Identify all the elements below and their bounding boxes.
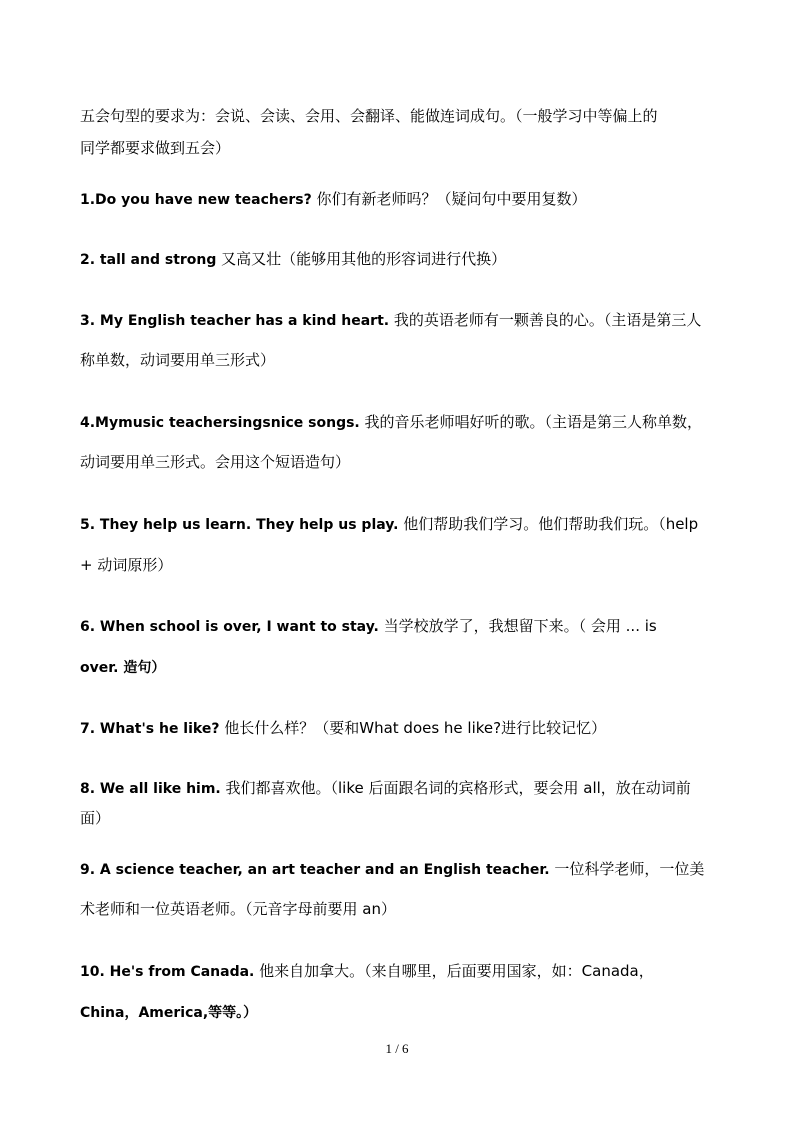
- page-number: 1 / 6: [385, 1041, 409, 1056]
- sentence-item-5: [80, 514, 740, 535]
- sentence-item-1: [80, 189, 740, 210]
- chinese-note-continued: + 动词原形）: [80, 556, 173, 574]
- english-sentence: 1.Do you have new teachers?: [80, 192, 312, 208]
- english-sentence: 4.Mymusic teachersingsnice songs.: [80, 415, 360, 431]
- chinese-note-continued: over. 造句）: [80, 660, 166, 676]
- chinese-note: 又高又壮（能够用其他的形容词进行代换）: [216, 250, 507, 268]
- chinese-note: 我的英语老师有一颗善良的心。（主语是第三人: [389, 311, 702, 329]
- intro-text-2: 同学都要求做到五会）: [80, 139, 231, 157]
- intro-line-1: [80, 106, 740, 126]
- english-sentence: 9. A science teacher, an art teacher and an English teacher.: [80, 862, 550, 878]
- chinese-note: 当学校放学了，我想留下来。（ 会用 ... is: [378, 617, 657, 635]
- sentence-item-3: [80, 310, 740, 331]
- chinese-note: 我的音乐老师唱好听的歌。（主语是第三人称单数，: [359, 413, 703, 431]
- english-sentence: 8. We all like him.: [80, 781, 221, 797]
- sentence-item-6: [80, 616, 740, 637]
- sentence-item-10: [80, 961, 740, 982]
- chinese-note: 你们有新老师吗？（疑问句中要用复数）: [311, 190, 587, 208]
- english-sentence: 3. My English teacher has a kind heart.: [80, 313, 390, 329]
- english-sentence: 5. They help us learn. They help us play.: [80, 517, 399, 533]
- chinese-note-continued: 面）: [80, 809, 111, 827]
- chinese-note-continued: 称单数，动词要用单三形式）: [80, 351, 276, 369]
- sentence-item-7: [80, 718, 740, 739]
- intro-line-2: [80, 138, 740, 158]
- sentence-item-5-continued: [80, 555, 740, 575]
- chinese-note: 他来自加拿大。（来自哪里，后面要用国家，如：Canada，: [254, 962, 654, 980]
- sentence-item-9: [80, 859, 740, 880]
- chinese-note: 他们帮助我们学习。他们帮助我们玩。（help: [398, 515, 699, 533]
- chinese-note-continued: China，America,等等。）: [80, 1005, 258, 1021]
- sentence-item-2: [80, 249, 740, 270]
- chinese-note: 我们都喜欢他。（like 后面跟名词的宾格形式，要会用 all，放在动词前: [220, 779, 691, 797]
- english-sentence: 7. What's he like?: [80, 721, 220, 737]
- sentence-item-3-continued: [80, 350, 740, 370]
- sentence-item-6-continued: [80, 657, 740, 678]
- sentence-item-9-continued: [80, 899, 740, 919]
- sentence-item-8-continued: [80, 808, 740, 828]
- sentence-item-10-continued: [80, 1002, 740, 1023]
- chinese-note: 一位科学老师，一位美: [549, 860, 705, 878]
- intro-text-1: 五会句型的要求为：会说、会读、会用、会翻译、能做连词成句。（一般学习中等偏上的: [80, 107, 658, 125]
- english-sentence: 10. He's from Canada.: [80, 964, 255, 980]
- sentence-item-4: [80, 412, 740, 433]
- chinese-note-continued: 动词要用单三形式。会用这个短语造句）: [80, 453, 351, 471]
- sentence-item-8: [80, 778, 740, 799]
- sentence-item-4-continued: [80, 452, 740, 472]
- chinese-note: 他长什么样？（要和What does he like?进行比较记忆）: [219, 719, 607, 737]
- chinese-note-continued: 术老师和一位英语老师。（元音字母前要用 an）: [80, 900, 396, 918]
- english-sentence: 6. When school is over, I want to stay.: [80, 619, 379, 635]
- english-sentence: 2. tall and strong: [80, 252, 217, 268]
